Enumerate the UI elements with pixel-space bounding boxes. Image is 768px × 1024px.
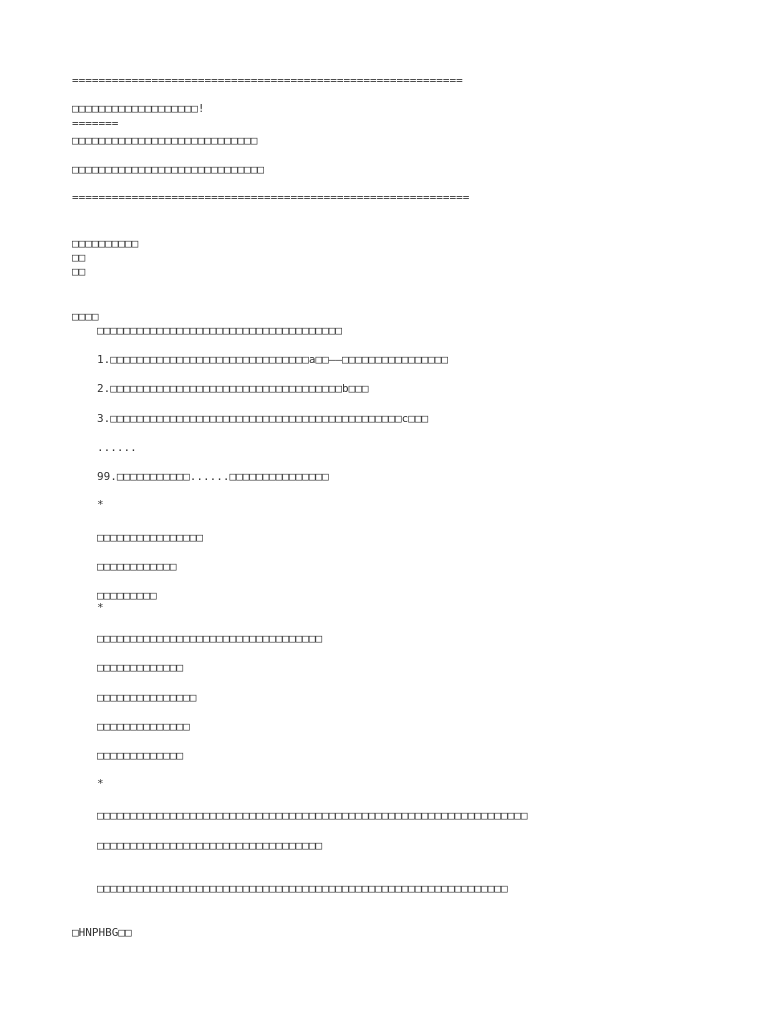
meta-line-3: □□	[72, 265, 86, 278]
group-a-line: □□□□□□□□□□□□□□□□	[97, 531, 203, 544]
group-c-line: □□□□□□□□□□□□□□□□□□□□□□□□□□□□□□□□□□□□□□□□□□□□□□□□□□□□□□□□□□□□□□	[97, 882, 508, 895]
section-intro: □□□□□□□□□□□□□□□□□□□□□□□□□□□□□□□□□□□□□	[97, 324, 343, 337]
section-heading: □□□□	[72, 310, 99, 323]
group-c-line: □□□□□□□□□□□□□□□□□□□□□□□□□□□□□□□□□□□□□□□□□□□□□□□□□□□□□□□□□□□□□□□□□	[97, 809, 528, 822]
group-c-line: □□□□□□□□□□□□□□□□□□□□□□□□□□□□□□□□□□	[97, 839, 323, 852]
meta-line-2: □□	[72, 251, 86, 264]
bullet-marker: *	[97, 498, 104, 511]
list-item: 1.□□□□□□□□□□□□□□□□□□□□□□□□□□□□□□a□□——□□□□□□□□□□□□□□□□	[97, 353, 448, 366]
group-b-line: □□□□□□□□□□□□□□□	[97, 691, 197, 704]
list-item: 3.□□□□□□□□□□□□□□□□□□□□□□□□□□□□□□□□□□□□□□□□□□□□c□□□	[97, 412, 429, 425]
list-item: 2.□□□□□□□□□□□□□□□□□□□□□□□□□□□□□□□□□□□b□□□	[97, 382, 369, 395]
group-b-line: □□□□□□□□□□□□□□□□□□□□□□□□□□□□□□□□□□	[97, 632, 323, 645]
group-b-line: □□□□□□□□□□□□□	[97, 749, 184, 762]
top-rule: ===========================================================	[72, 74, 463, 87]
signature: □HNPHBG□□	[72, 926, 132, 939]
group-b-line: □□□□□□□□□□□□□	[97, 661, 184, 674]
bullet-marker: *	[97, 777, 104, 790]
group-b-line: □□□□□□□□□□□□□□	[97, 720, 190, 733]
bottom-rule: ============================================================	[72, 191, 470, 204]
header-line-1: □□□□□□□□□□□□□□□□□□□□□□□□□□□□	[72, 134, 258, 147]
document-title: □□□□□□□□□□□□□□□□□□□!	[72, 102, 205, 115]
title-underline: =======	[72, 117, 119, 130]
list-item: 99.□□□□□□□□□□□......□□□□□□□□□□□□□□□	[97, 470, 329, 483]
meta-line-1: □□□□□□□□□□	[72, 237, 139, 250]
bullet-marker: *	[97, 601, 104, 614]
group-a-line: □□□□□□□□□	[97, 589, 157, 602]
group-a-line: □□□□□□□□□□□□	[97, 560, 177, 573]
list-item: ......	[97, 441, 137, 454]
header-line-2: □□□□□□□□□□□□□□□□□□□□□□□□□□□□□	[72, 163, 265, 176]
